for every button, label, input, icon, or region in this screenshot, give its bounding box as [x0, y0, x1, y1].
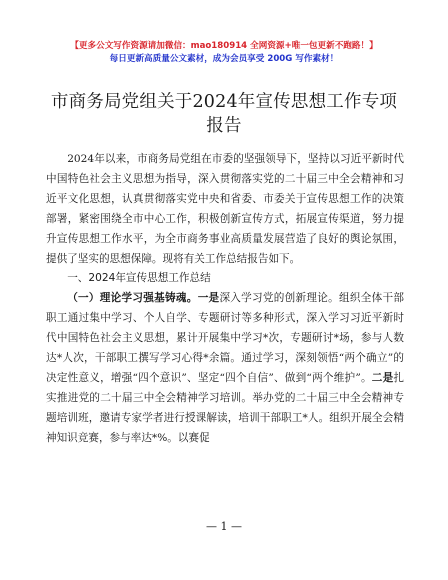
- section-heading: 一、2024年宣传思想工作总结: [67, 272, 211, 285]
- subsection-heading: （一）理论学习强基铸魂。: [67, 292, 198, 305]
- promo-banner-line-1: 【更多公文写作资源请加微信：mao180914 全网资源+唯一包更新不跑路！】: [70, 41, 378, 51]
- point-marker-2: 二是: [371, 371, 394, 384]
- document-body: [46, 150, 404, 449]
- point-marker-1: 一是: [197, 292, 220, 305]
- document-title: 市商务局党组关于2024年宣传思想工作专项报告: [50, 92, 398, 136]
- page-number: — 1 —: [206, 520, 242, 533]
- point-text-2: 扎实推进党的二十届三中全会精神学习培训。举办党的二十届三中全会精神专题培训班，邀请专家学者进行授课解读，培训干部职工*人。组织开展全会精神知识竞赛，参与率达*%。以赛促: [46, 371, 405, 444]
- subsection-paragraph: [46, 289, 404, 448]
- promo-banner: [0, 40, 448, 66]
- point-text-1: 深入学习党的创新理论。组织全体干部职工通过集中学习、个人自学、专题研讨等多种形式，深入学习习近平新时代中国特色社会主义思想，累计开展集中学习*次，专题研讨*场，参与人数达*人次，干部职工撰写学习心得*余篇。通过学习，深刻领悟“两个确立”的决定性意义，增强“四个意识”、坚定“四个自信”、做到“两个维护”。: [46, 292, 405, 384]
- promo-banner-line-2: 每日更新高质量公文素材，成为会员享受 200G 写作素材！: [109, 54, 339, 64]
- intro-paragraph: 2024年以来，市商务局党组在市委的坚强领导下，坚持以习近平新时代中国特色社会主义思想为指导，深入贯彻落实党的二十届三中全会精神和习近平文化思想，认真贯彻落实党中央和省委、市委关于宣传思想工作的决策部署，紧密围绕全市中心工作，积极创新宣传方式，拓展宣传渠道，努力提升宣传思想工作水平，为全市商务事业高质量发展营造了良好的舆论氛围，提供了坚实的思想保障。现将有关工作总结报告如下。: [46, 153, 404, 265]
